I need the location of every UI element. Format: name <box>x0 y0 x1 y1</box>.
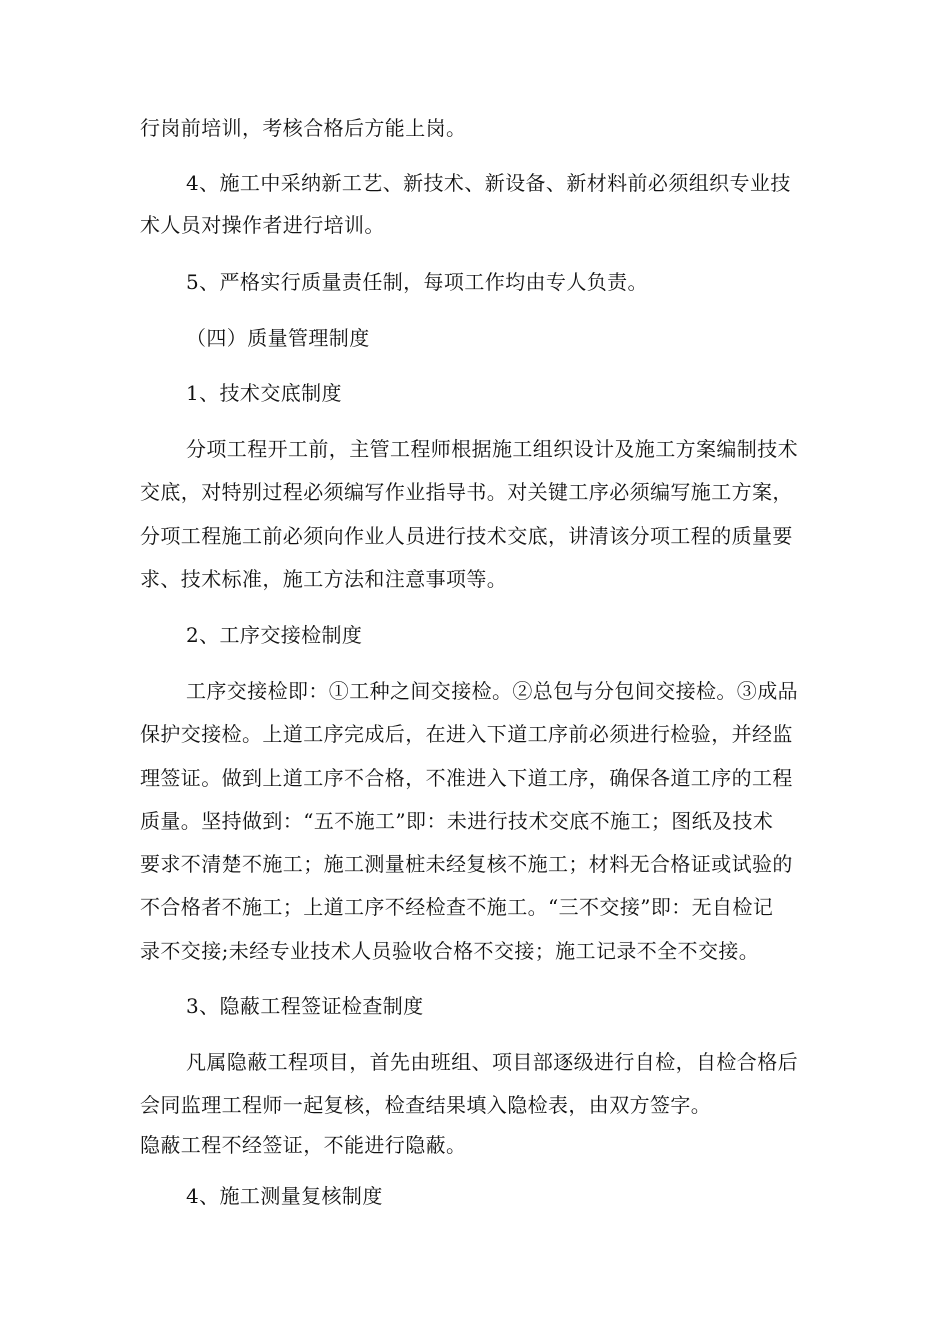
text-line: 4、施工中采纳新工艺、新技术、新设备、新材料前必须组织专业技 <box>186 171 791 195</box>
subsection-heading: 2、工序交接检制度 <box>186 623 363 647</box>
text-line: 工序交接检即：①工种之间交接检。②总包与分包间交接检。③成品 <box>186 679 798 703</box>
text-line: 分项工程开工前，主管工程师根据施工组织设计及施工方案编制技术 <box>186 437 798 461</box>
text-line: 质量。坚持做到：“五不施工”即：未进行技术交底不施工；图纸及技术 <box>140 809 774 833</box>
subsection-heading: 3、隐蔽工程签证检查制度 <box>186 994 424 1018</box>
text-line: 会同监理工程师一起复核，检查结果填入隐检表，由双方签字。 <box>140 1093 712 1117</box>
text-line: 交底，对特别过程必须编写作业指导书。对关键工序必须编写施工方案， <box>140 480 793 504</box>
text-line: 隐蔽工程不经签证，不能进行隐蔽。 <box>140 1133 467 1157</box>
section-heading: （四）质量管理制度 <box>186 326 370 350</box>
subsection-heading: 1、技术交底制度 <box>186 381 342 405</box>
text-line: 录不交接;未经专业技术人员验收合格不交接；施工记录不全不交接。 <box>140 939 760 963</box>
text-line: 凡属隐蔽工程项目，首先由班组、项目部逐级进行自检，自检合格后 <box>186 1050 798 1074</box>
text-line: 分项工程施工前必须向作业人员进行技术交底，讲清该分项工程的质量要 <box>140 524 793 548</box>
text-line: 要求不清楚不施工；施工测量桩未经复核不施工；材料无合格证或试验的 <box>140 852 793 876</box>
text-line: 术人员对操作者进行培训。 <box>140 213 385 237</box>
subsection-heading: 4、施工测量复核制度 <box>186 1184 383 1208</box>
text-line: 求、技术标准，施工方法和注意事项等。 <box>140 567 508 591</box>
text-line: 行岗前培训，考核合格后方能上岗。 <box>140 116 467 140</box>
text-line: 理签证。做到上道工序不合格，不准进入下道工序，确保各道工序的工程 <box>140 766 793 790</box>
text-line: 5、严格实行质量责任制，每项工作均由专人负责。 <box>186 270 648 294</box>
text-line: 保护交接检。上道工序完成后，在进入下道工序前必须进行检验，并经监 <box>140 722 793 746</box>
text-line: 不合格者不施工；上道工序不经检查不施工。“三不交接”即：无自检记 <box>140 895 774 919</box>
